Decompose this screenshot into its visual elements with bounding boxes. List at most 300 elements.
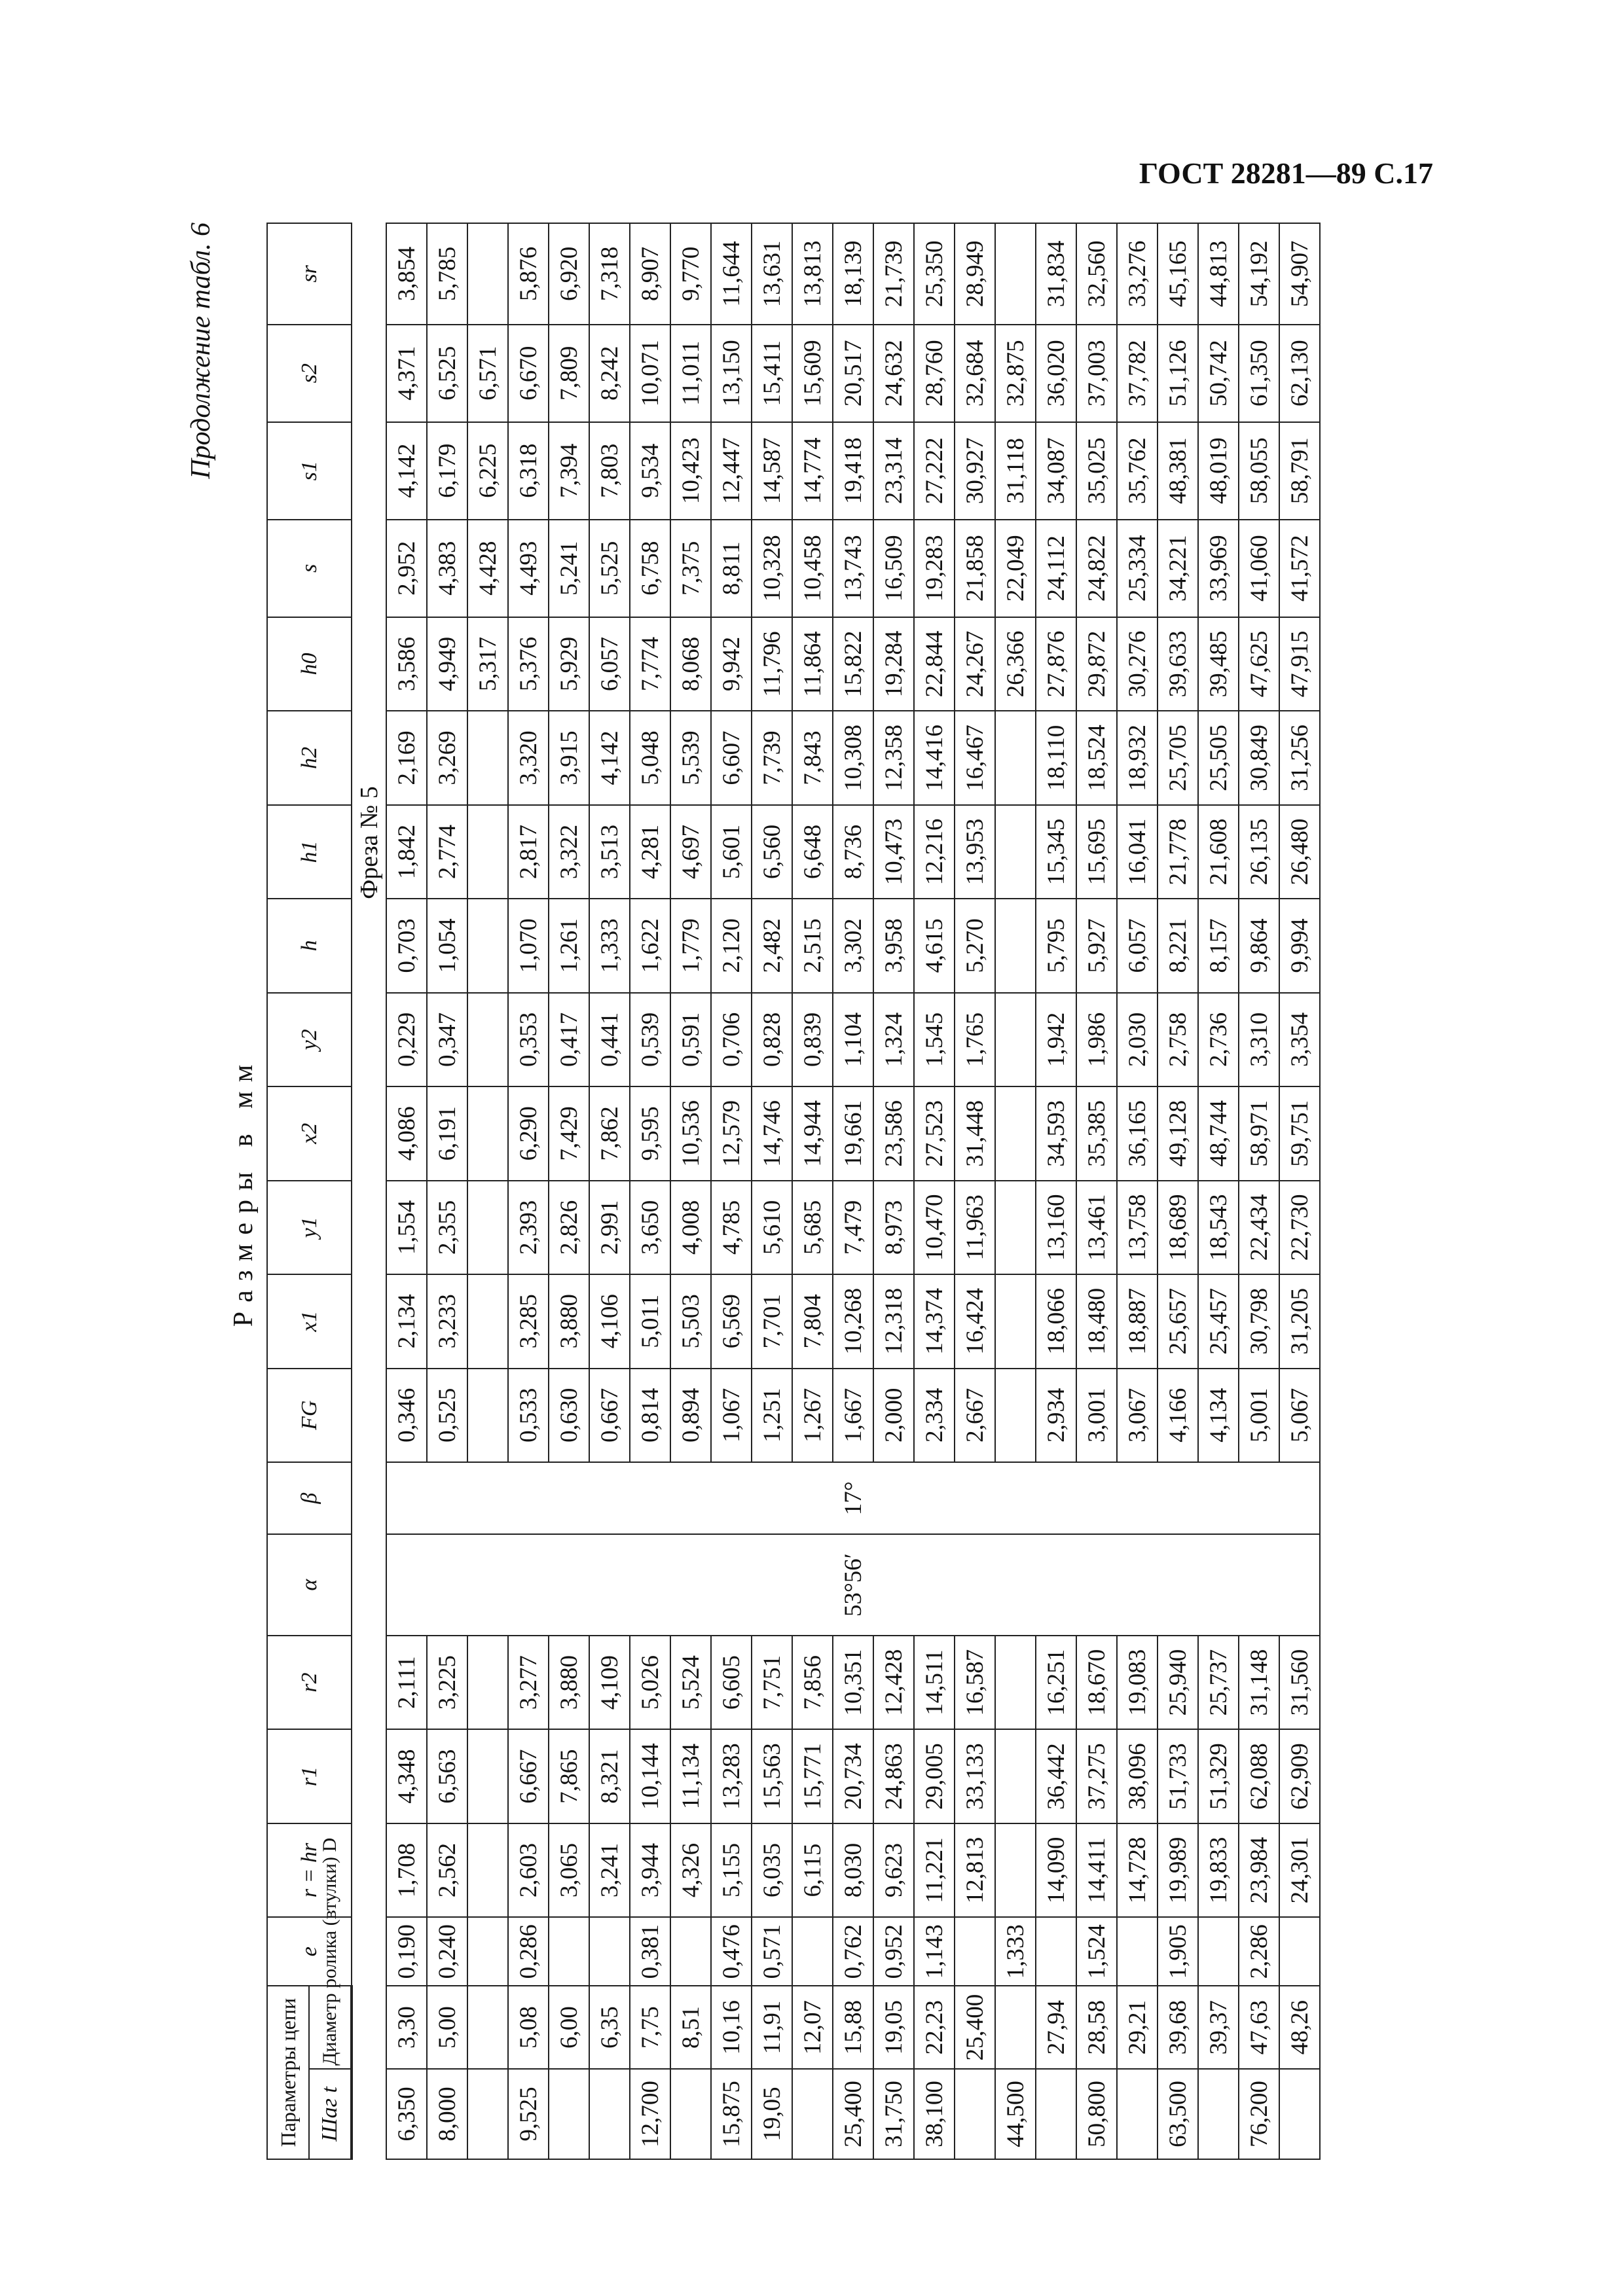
table-cell: 16,509: [873, 520, 914, 617]
table-row: [427, 223, 467, 2159]
table-cell: 6,179: [427, 422, 467, 520]
table-cell: 15,88: [833, 1986, 873, 2069]
table-cell: 0,571: [752, 1917, 792, 1986]
table-cell: 9,534: [630, 422, 670, 520]
table-cell: 10,308: [833, 711, 873, 804]
table-cell: 2,817: [508, 805, 549, 899]
table-cell: 41,572: [1279, 520, 1320, 617]
table-cell: 2,603: [508, 1823, 549, 1917]
table-cell: 29,872: [1076, 617, 1117, 711]
table-cell: 6,758: [630, 520, 670, 617]
table-cell: 4,142: [589, 711, 630, 804]
table-cell: [995, 1823, 1036, 1917]
table-cell: 0,525: [427, 1369, 467, 1462]
table-cell: 3,650: [630, 1181, 670, 1274]
column-header: r2: [267, 1636, 352, 1729]
table-cell: 24,301: [1279, 1823, 1320, 1917]
table-cell: 0,533: [508, 1369, 549, 1462]
table-cell: 58,791: [1279, 422, 1320, 520]
table-cell: 4,166: [1158, 1369, 1198, 1462]
table-cell: [467, 899, 508, 992]
units-caption: Размеры в мм: [228, 1055, 259, 1327]
table-cell: 14,411: [1076, 1823, 1117, 1917]
table-cell: 12,216: [914, 805, 955, 899]
table-cell: 2,355: [427, 1181, 467, 1274]
table-cell: 25,334: [1117, 520, 1158, 617]
table-cell: 13,631: [752, 223, 792, 325]
column-header: h0: [267, 617, 352, 711]
table-cell: 6,191: [427, 1086, 467, 1180]
table-cell: 13,758: [1117, 1181, 1158, 1274]
table-cell: 11,864: [792, 617, 833, 711]
table-cell: 12,358: [873, 711, 914, 804]
table-row: [914, 223, 955, 2159]
table-cell: 18,524: [1076, 711, 1117, 804]
table-cell: 19,661: [833, 1086, 873, 1180]
table-cell: 26,366: [995, 617, 1036, 711]
column-header: Диаметр ролика (втулки) D: [309, 1986, 352, 2069]
table-cell: [1279, 2069, 1320, 2159]
dimensions-table: [266, 223, 1321, 2160]
table-cell: 50,742: [1198, 325, 1239, 422]
table-cell: 13,461: [1076, 1181, 1117, 1274]
column-header: y1: [267, 1181, 352, 1274]
table-cell: [467, 711, 508, 804]
table-cell: 2,515: [792, 899, 833, 992]
table-cell: 27,222: [914, 422, 955, 520]
table-cell: 22,844: [914, 617, 955, 711]
table-cell: 62,909: [1279, 1729, 1320, 1823]
table-row: [549, 223, 589, 2159]
table-cell: 6,920: [549, 223, 589, 325]
table-cell: 1,708: [386, 1823, 427, 1917]
table-cell: 4,142: [386, 422, 427, 520]
table-cell: [589, 1917, 630, 1986]
table-cell: 3,001: [1076, 1369, 1117, 1462]
table-cell: 48,019: [1198, 422, 1239, 520]
table-cell: 4,383: [427, 520, 467, 617]
table-cell: 7,774: [630, 617, 670, 711]
table-cell: 48,26: [1279, 1986, 1320, 2069]
table-cell: 1,104: [833, 993, 873, 1086]
table-cell: 35,762: [1117, 422, 1158, 520]
table-cell: 4,106: [589, 1274, 630, 1368]
table-cell: 21,778: [1158, 805, 1198, 899]
table-cell: 24,267: [955, 617, 995, 711]
column-header: x2: [267, 1086, 352, 1180]
table-cell: 36,165: [1117, 1086, 1158, 1180]
table-cell: 1,070: [508, 899, 549, 992]
table-cell: 1,267: [792, 1369, 833, 1462]
table-cell: 0,814: [630, 1369, 670, 1462]
table-cell: 45,165: [1158, 223, 1198, 325]
table-cell: 3,854: [386, 223, 427, 325]
table-cell: 4,428: [467, 520, 508, 617]
table-cell: 30,927: [955, 422, 995, 520]
table-cell: 21,858: [955, 520, 995, 617]
table-cell: 1,324: [873, 993, 914, 1086]
rotated-content: [181, 223, 1321, 2160]
table-cell: 3,302: [833, 899, 873, 992]
table-cell: 14,944: [792, 1086, 833, 1180]
table-cell: 31,256: [1279, 711, 1320, 804]
table-cell: 4,326: [670, 1823, 711, 1917]
table-cell: 7,75: [630, 1986, 670, 2069]
table-cell: 0,839: [792, 993, 833, 1086]
table-cell: 1,622: [630, 899, 670, 992]
table-cell: 8,51: [670, 1986, 711, 2069]
table-row: [1076, 223, 1117, 2159]
table-cell: 30,798: [1239, 1274, 1279, 1368]
table-cell: 23,314: [873, 422, 914, 520]
table-cell: 6,318: [508, 422, 549, 520]
table-cell: 2,482: [752, 899, 792, 992]
table-cell: [995, 1729, 1036, 1823]
table-cell: 47,63: [1239, 1986, 1279, 2069]
table-cell: 0,240: [427, 1917, 467, 1986]
table-cell: 31,148: [1239, 1636, 1279, 1729]
beta-cell: 17°: [386, 1462, 1320, 1534]
table-cell: 3,322: [549, 805, 589, 899]
table-cell: 23,586: [873, 1086, 914, 1180]
table-cell: 5,08: [508, 1986, 549, 2069]
table-cell: 76,200: [1239, 2069, 1279, 2159]
table-cell: [467, 1086, 508, 1180]
table-cell: 3,354: [1279, 993, 1320, 1086]
table-cell: 28,949: [955, 223, 995, 325]
table-cell: [1117, 2069, 1158, 2159]
table-cell: 18,689: [1158, 1181, 1198, 1274]
table-cell: 2,334: [914, 1369, 955, 1462]
table-cell: 0,952: [873, 1917, 914, 1986]
table-cell: 0,417: [549, 993, 589, 1086]
table-cell: 24,822: [1076, 520, 1117, 617]
table-cell: 1,905: [1158, 1917, 1198, 1986]
table-cell: 34,087: [1036, 422, 1076, 520]
table-cell: 3,241: [589, 1823, 630, 1917]
table-row: [833, 223, 873, 2159]
table-cell: 4,008: [670, 1181, 711, 1274]
table-cell: 27,94: [1036, 1986, 1076, 2069]
column-header: β: [267, 1462, 352, 1534]
table-cell: 22,730: [1279, 1181, 1320, 1274]
table-cell: 1,842: [386, 805, 427, 899]
table-cell: [467, 1274, 508, 1368]
table-cell: 3,233: [427, 1274, 467, 1368]
table-cell: 8,907: [630, 223, 670, 325]
table-cell: 15,609: [792, 325, 833, 422]
table-cell: [549, 1917, 589, 1986]
table-cell: 6,667: [508, 1729, 549, 1823]
table-cell: [467, 1986, 508, 2069]
table-cell: 6,571: [467, 325, 508, 422]
table-cell: 30,849: [1239, 711, 1279, 804]
table-cell: 7,701: [752, 1274, 792, 1368]
table-cell: 25,737: [1198, 1636, 1239, 1729]
table-cell: 4,086: [386, 1086, 427, 1180]
table-cell: 31,118: [995, 422, 1036, 520]
table-cell: 12,700: [630, 2069, 670, 2159]
table-cell: 15,771: [792, 1729, 833, 1823]
table-cell: 44,813: [1198, 223, 1239, 325]
column-header: sr: [267, 223, 352, 325]
table-cell: 22,23: [914, 1986, 955, 2069]
table-cell: [467, 1181, 508, 1274]
table-cell: 8,321: [589, 1729, 630, 1823]
table-cell: 31,834: [1036, 223, 1076, 325]
table-cell: 6,563: [427, 1729, 467, 1823]
table-cell: 9,942: [711, 617, 752, 711]
table-cell: 13,953: [955, 805, 995, 899]
table-row: [1158, 223, 1198, 2159]
table-cell: 0,828: [752, 993, 792, 1086]
table-cell: 2,000: [873, 1369, 914, 1462]
table-cell: 2,826: [549, 1181, 589, 1274]
table-cell: 1,779: [670, 899, 711, 992]
column-header: y2: [267, 993, 352, 1086]
table-cell: 10,423: [670, 422, 711, 520]
table-cell: 1,545: [914, 993, 955, 1086]
table-cell: [1036, 1917, 1076, 1986]
table-cell: 5,155: [711, 1823, 752, 1917]
table-cell: 14,416: [914, 711, 955, 804]
table-cell: 0,630: [549, 1369, 589, 1462]
table-row: [995, 223, 1036, 2159]
table-body: [352, 223, 1320, 2159]
table-cell: 3,513: [589, 805, 630, 899]
table-cell: 6,290: [508, 1086, 549, 1180]
table-cell: 2,562: [427, 1823, 467, 1917]
table-cell: 26,480: [1279, 805, 1320, 899]
table-cell: 31,560: [1279, 1636, 1320, 1729]
table-cell: 20,517: [833, 325, 873, 422]
table-cell: 3,320: [508, 711, 549, 804]
table-cell: 5,927: [1076, 899, 1117, 992]
table-row: [508, 223, 549, 2159]
table-cell: 5,376: [508, 617, 549, 711]
table-cell: 0,667: [589, 1369, 630, 1462]
table-cell: 19,418: [833, 422, 873, 520]
table-cell: [1279, 1917, 1320, 1986]
table-cell: 5,011: [630, 1274, 670, 1368]
table-cell: 1,054: [427, 899, 467, 992]
table-cell: 23,984: [1239, 1823, 1279, 1917]
table-cell: 25,350: [914, 223, 955, 325]
table-cell: 59,751: [1279, 1086, 1320, 1180]
column-header: x1: [267, 1274, 352, 1368]
table-row: [386, 223, 427, 2159]
table-cell: [995, 1274, 1036, 1368]
continuation-caption: Продолжение табл. 6: [186, 223, 216, 479]
table-cell: 11,221: [914, 1823, 955, 1917]
table-cell: 0,762: [833, 1917, 873, 1986]
table-cell: 31,205: [1279, 1274, 1320, 1368]
table-cell: 7,375: [670, 520, 711, 617]
column-header: s1: [267, 422, 352, 520]
table-cell: 41,060: [1239, 520, 1279, 617]
table-cell: 8,000: [427, 2069, 467, 2159]
table-cell: 0,706: [711, 993, 752, 1086]
table-cell: 3,225: [427, 1636, 467, 1729]
table-cell: 15,345: [1036, 805, 1076, 899]
column-header: s2: [267, 325, 352, 422]
table-cell: 22,049: [995, 520, 1036, 617]
table-cell: [467, 1823, 508, 1917]
table-cell: 48,744: [1198, 1086, 1239, 1180]
table-cell: 6,350: [386, 2069, 427, 2159]
table-cell: 22,434: [1239, 1181, 1279, 1274]
table-cell: [467, 1636, 508, 1729]
table-cell: 58,055: [1239, 422, 1279, 520]
table-cell: 7,862: [589, 1086, 630, 1180]
table-cell: 37,275: [1076, 1729, 1117, 1823]
table-cell: 12,428: [873, 1636, 914, 1729]
table-cell: 1,524: [1076, 1917, 1117, 1986]
table-cell: 7,394: [549, 422, 589, 520]
table-head: [267, 223, 352, 2159]
table-cell: 2,934: [1036, 1369, 1076, 1462]
table-cell: 37,782: [1117, 325, 1158, 422]
table-cell: [995, 1086, 1036, 1180]
table-cell: 0,347: [427, 993, 467, 1086]
table-cell: [955, 1917, 995, 1986]
table-cell: 34,593: [1036, 1086, 1076, 1180]
page-header: ГОСТ 28281—89 С.17: [1139, 156, 1433, 190]
table-cell: 6,057: [1117, 899, 1158, 992]
table-cell: [995, 711, 1036, 804]
table-cell: 0,476: [711, 1917, 752, 1986]
table-cell: 6,670: [508, 325, 549, 422]
table-cell: 0,381: [630, 1917, 670, 1986]
header-row: [267, 223, 309, 2159]
group-header: Параметры цепи: [267, 1986, 309, 2159]
table-cell: 4,697: [670, 805, 711, 899]
table-cell: 11,134: [670, 1729, 711, 1823]
table-cell: 24,112: [1036, 520, 1076, 617]
table-cell: [1198, 1917, 1239, 1986]
table-cell: 5,525: [589, 520, 630, 617]
table-cell: 14,374: [914, 1274, 955, 1368]
table-row: [1279, 223, 1320, 2159]
table-cell: 31,448: [955, 1086, 995, 1180]
table-cell: 19,283: [914, 520, 955, 617]
table-cell: 16,251: [1036, 1636, 1076, 1729]
section-row: [352, 223, 386, 2159]
table-cell: 1,765: [955, 993, 995, 1086]
table-cell: 5,00: [427, 1986, 467, 2069]
table-cell: 1,261: [549, 899, 589, 992]
table-cell: 51,733: [1158, 1729, 1198, 1823]
table-cell: 2,736: [1198, 993, 1239, 1086]
table-cell: 11,796: [752, 617, 792, 711]
table-cell: [995, 1369, 1036, 1462]
table-cell: 35,385: [1076, 1086, 1117, 1180]
table-cell: 1,667: [833, 1369, 873, 1462]
table-cell: 54,192: [1239, 223, 1279, 325]
table-cell: 13,150: [711, 325, 752, 422]
table-cell: 3,067: [1117, 1369, 1158, 1462]
table-cell: 10,473: [873, 805, 914, 899]
table-cell: 6,35: [589, 1986, 630, 2069]
table-cell: 12,579: [711, 1086, 752, 1180]
table-cell: 8,157: [1198, 899, 1239, 992]
table-cell: [1036, 2069, 1076, 2159]
table-cell: 16,467: [955, 711, 995, 804]
table-cell: 51,126: [1158, 325, 1198, 422]
table-cell: 9,595: [630, 1086, 670, 1180]
table-cell: 10,328: [752, 520, 792, 617]
table-cell: 30,276: [1117, 617, 1158, 711]
table-cell: 1,067: [711, 1369, 752, 1462]
table-cell: 5,876: [508, 223, 549, 325]
table-cell: 2,030: [1117, 993, 1158, 1086]
table-cell: 7,751: [752, 1636, 792, 1729]
table-cell: 3,30: [386, 1986, 427, 2069]
table-cell: 49,128: [1158, 1086, 1198, 1180]
table-cell: 62,130: [1279, 325, 1320, 422]
table-cell: 37,003: [1076, 325, 1117, 422]
table-cell: 2,667: [955, 1369, 995, 1462]
table-cell: 7,809: [549, 325, 589, 422]
column-header: h: [267, 899, 352, 992]
table-cell: 27,523: [914, 1086, 955, 1180]
table-cell: 7,843: [792, 711, 833, 804]
table-cell: 18,139: [833, 223, 873, 325]
table-cell: 13,743: [833, 520, 873, 617]
table-cell: [995, 1636, 1036, 1729]
table-cell: 4,615: [914, 899, 955, 992]
table-cell: 7,804: [792, 1274, 833, 1368]
table-cell: 7,479: [833, 1181, 873, 1274]
table-cell: 21,608: [1198, 805, 1239, 899]
table-cell: [549, 2069, 589, 2159]
table-cell: 10,351: [833, 1636, 873, 1729]
table-cell: 12,318: [873, 1274, 914, 1368]
table-cell: 39,68: [1158, 1986, 1198, 2069]
table-cell: 5,929: [549, 617, 589, 711]
table-cell: 18,932: [1117, 711, 1158, 804]
table-cell: 0,894: [670, 1369, 711, 1462]
table-cell: 48,381: [1158, 422, 1198, 520]
table-cell: 5,067: [1279, 1369, 1320, 1462]
table-cell: [670, 1917, 711, 1986]
table-cell: 1,942: [1036, 993, 1076, 1086]
table-cell: 0,591: [670, 993, 711, 1086]
table-cell: 4,949: [427, 617, 467, 711]
table-cell: 4,134: [1198, 1369, 1239, 1462]
table-cell: 0,346: [386, 1369, 427, 1462]
table-cell: 31,750: [873, 2069, 914, 2159]
table-cell: 12,447: [711, 422, 752, 520]
column-header: h1: [267, 805, 352, 899]
table-cell: 62,088: [1239, 1729, 1279, 1823]
table-cell: 25,400: [833, 2069, 873, 2159]
table-cell: 25,705: [1158, 711, 1198, 804]
table-cell: 11,011: [670, 325, 711, 422]
table-cell: 19,284: [873, 617, 914, 711]
column-header: h2: [267, 711, 352, 804]
table-row: [752, 223, 792, 2159]
table-cell: 8,030: [833, 1823, 873, 1917]
column-header: Шаг t: [309, 2069, 352, 2159]
table-cell: 19,833: [1198, 1823, 1239, 1917]
table-cell: 10,268: [833, 1274, 873, 1368]
table-cell: 5,524: [670, 1636, 711, 1729]
table-cell: [467, 1729, 508, 1823]
table-cell: 11,644: [711, 223, 752, 325]
table-cell: 18,670: [1076, 1636, 1117, 1729]
table-row: [1239, 223, 1279, 2159]
